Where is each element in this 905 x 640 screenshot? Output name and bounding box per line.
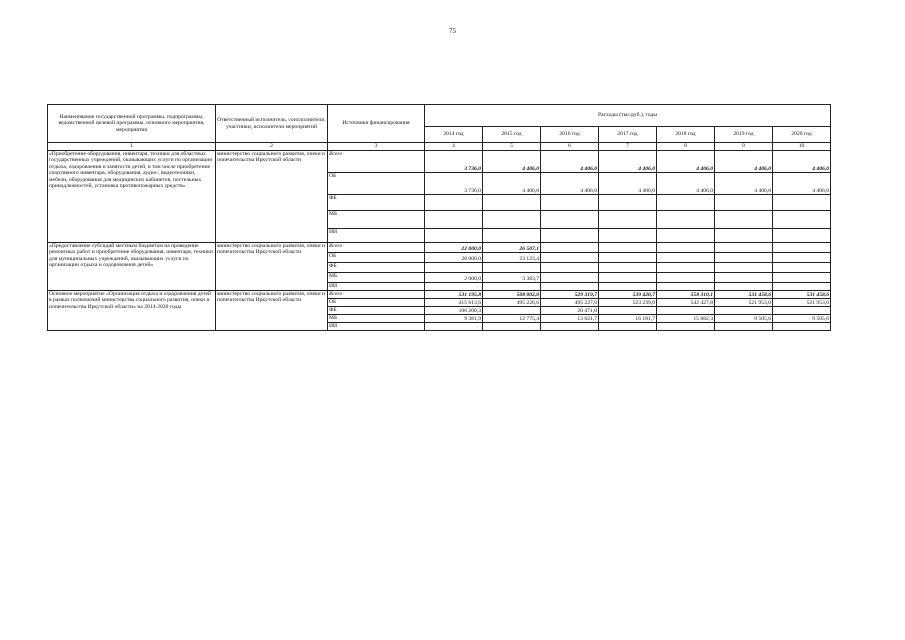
expense-value: 415 613,6 bbox=[425, 299, 483, 307]
activity-name: «Предоставление субсидий местным бюджетам на проведение ремонтных работ и приобретение оборудования, инвентаря, техники для муниципальных учреждений, оказывающих услуги по организации отдыха и оздоровления детей» bbox=[48, 243, 216, 291]
expense-value bbox=[541, 211, 599, 229]
budget-table bbox=[47, 104, 831, 331]
expense-value: 26 507,1 bbox=[483, 243, 541, 253]
expense-value: 495 227,0 bbox=[541, 299, 599, 307]
expense-value: 4 406,0 bbox=[541, 173, 599, 195]
header-year: 2015 год bbox=[483, 127, 541, 143]
funding-source: ИИ bbox=[328, 229, 425, 243]
page-number: 75 bbox=[449, 27, 456, 35]
expense-value bbox=[599, 229, 657, 243]
expense-value: 4 406,0 bbox=[657, 151, 715, 173]
executor-name: министерство социального развития, опеки и попечительства Иркутской области bbox=[216, 151, 328, 243]
expense-value: 22 000,0 bbox=[425, 243, 483, 253]
expense-value bbox=[657, 263, 715, 273]
expense-value: 542 427,8 bbox=[657, 299, 715, 307]
funding-source: Всего bbox=[328, 243, 425, 253]
expense-value: 4 406,0 bbox=[773, 151, 831, 173]
expense-value bbox=[599, 243, 657, 253]
expense-value bbox=[715, 195, 773, 211]
expense-value bbox=[483, 307, 541, 315]
column-index: 4 bbox=[425, 143, 483, 151]
funding-source: ОБ bbox=[328, 253, 425, 263]
funding-source: ФБ bbox=[328, 263, 425, 273]
column-index: 2 bbox=[216, 143, 328, 151]
expense-value: 9 505,6 bbox=[773, 315, 831, 323]
expense-value bbox=[483, 283, 541, 291]
expense-value: 4 406,0 bbox=[599, 173, 657, 195]
table-row bbox=[48, 151, 831, 173]
expense-value: 523 239,0 bbox=[599, 299, 657, 307]
expense-value: 4 406,0 bbox=[599, 151, 657, 173]
expense-value bbox=[715, 323, 773, 331]
expense-value bbox=[541, 253, 599, 263]
expense-value bbox=[657, 283, 715, 291]
expense-value bbox=[773, 273, 831, 283]
expense-value: 4 406,0 bbox=[483, 151, 541, 173]
expense-value bbox=[541, 283, 599, 291]
expense-value: 3 736,0 bbox=[425, 151, 483, 173]
expense-value bbox=[773, 253, 831, 263]
expense-value: 3 383,7 bbox=[483, 273, 541, 283]
funding-source: МБ bbox=[328, 211, 425, 229]
expense-value: 521 953,0 bbox=[773, 299, 831, 307]
header-executor: Ответственный исполнитель, соисполнители, участники, исполнители мероприятий bbox=[216, 105, 328, 143]
expense-value bbox=[483, 229, 541, 243]
funding-source: ФБ bbox=[328, 307, 425, 315]
header-year: 2020 год bbox=[773, 127, 831, 143]
column-index: 7 bbox=[599, 143, 657, 151]
expense-value: 531 458,6 bbox=[773, 291, 831, 299]
expense-value: 13 621,7 bbox=[541, 315, 599, 323]
column-index: 9 bbox=[715, 143, 773, 151]
expense-value bbox=[657, 195, 715, 211]
expense-value bbox=[541, 273, 599, 283]
funding-source: ОБ bbox=[328, 299, 425, 307]
expense-value bbox=[483, 323, 541, 331]
expense-value bbox=[657, 211, 715, 229]
expense-value bbox=[425, 263, 483, 273]
funding-source: МБ bbox=[328, 315, 425, 323]
expense-value bbox=[599, 273, 657, 283]
expense-value: 4 406,0 bbox=[483, 173, 541, 195]
executor-name: министерство социального развития, опеки и попечительства Иркутской области bbox=[216, 243, 328, 291]
expense-value bbox=[715, 307, 773, 315]
expense-value: 539 420,7 bbox=[599, 291, 657, 299]
expense-value bbox=[657, 273, 715, 283]
expense-value bbox=[715, 283, 773, 291]
expense-value: 508 002,0 bbox=[483, 291, 541, 299]
expense-value bbox=[715, 253, 773, 263]
expense-value bbox=[773, 211, 831, 229]
table-row bbox=[48, 243, 831, 253]
expense-value bbox=[599, 307, 657, 315]
table-row bbox=[48, 291, 831, 299]
expense-value bbox=[773, 263, 831, 273]
header-name: Наименование государственной программы, подпрограммы, ведомственной целевой программы, основного мероприятия, мероприятия bbox=[48, 105, 216, 143]
expense-value bbox=[773, 283, 831, 291]
expense-value: 16 181,7 bbox=[599, 315, 657, 323]
expense-value bbox=[425, 283, 483, 291]
column-index: 5 bbox=[483, 143, 541, 151]
expense-value: 521 953,0 bbox=[715, 299, 773, 307]
header-year: 2016 год bbox=[541, 127, 599, 143]
expense-value: 15 882,3 bbox=[657, 315, 715, 323]
funding-source: ФБ bbox=[328, 195, 425, 211]
header-source: Источники финансирования bbox=[328, 105, 425, 143]
expense-value: 4 406,0 bbox=[773, 173, 831, 195]
expense-value: 20 000,0 bbox=[425, 253, 483, 263]
column-index: 6 bbox=[541, 143, 599, 151]
expense-value bbox=[657, 323, 715, 331]
expense-value bbox=[425, 211, 483, 229]
expense-value: 12 775,4 bbox=[483, 315, 541, 323]
expense-value: 2 000,0 bbox=[425, 273, 483, 283]
expense-value bbox=[599, 283, 657, 291]
expense-value bbox=[599, 211, 657, 229]
expense-value bbox=[483, 211, 541, 229]
expense-value bbox=[599, 195, 657, 211]
expense-value bbox=[773, 195, 831, 211]
executor-name: министерство социального развития, опеки и попечительства Иркутской области bbox=[216, 291, 328, 331]
expense-value: 558 310,1 bbox=[657, 291, 715, 299]
column-index: 10 bbox=[773, 143, 831, 151]
header-year: 2014 год bbox=[425, 127, 483, 143]
expense-value bbox=[773, 243, 831, 253]
expense-value: 531 458,6 bbox=[715, 291, 773, 299]
expense-value bbox=[541, 263, 599, 273]
expense-value bbox=[599, 253, 657, 263]
expense-value: 495 226,6 bbox=[483, 299, 541, 307]
funding-source: ИИ bbox=[328, 283, 425, 291]
expense-value bbox=[773, 323, 831, 331]
expense-value: 4 406,0 bbox=[541, 151, 599, 173]
expense-value: 4 406,0 bbox=[715, 173, 773, 195]
expense-value bbox=[483, 195, 541, 211]
expense-value bbox=[657, 229, 715, 243]
expense-value bbox=[657, 253, 715, 263]
expense-value bbox=[425, 195, 483, 211]
column-index: 3 bbox=[328, 143, 425, 151]
expense-value bbox=[715, 243, 773, 253]
activity-name: Основное мероприятие «Организация отдыха и оздоровления детей в рамках полномочий министерства социального развития, опеки и попечительства Иркутской области» на 2014-2020 годы bbox=[48, 291, 216, 331]
expense-value: 106 200,3 bbox=[425, 307, 483, 315]
expense-value: 23 123,4 bbox=[483, 253, 541, 263]
expense-value bbox=[773, 229, 831, 243]
funding-source: ИИ bbox=[328, 323, 425, 331]
expense-value: 529 319,7 bbox=[541, 291, 599, 299]
header-year: 2018 год bbox=[657, 127, 715, 143]
expense-value bbox=[715, 229, 773, 243]
expense-value bbox=[657, 307, 715, 315]
expense-value bbox=[715, 263, 773, 273]
expense-value: 4 406,0 bbox=[657, 173, 715, 195]
expense-value bbox=[541, 229, 599, 243]
expense-value: 20 471,0 bbox=[541, 307, 599, 315]
expense-value bbox=[773, 307, 831, 315]
funding-source: Всего bbox=[328, 291, 425, 299]
expense-value bbox=[657, 243, 715, 253]
expense-value bbox=[483, 263, 541, 273]
column-index: 8 bbox=[657, 143, 715, 151]
expense-value: 9 381,9 bbox=[425, 315, 483, 323]
funding-source: МБ bbox=[328, 273, 425, 283]
expense-value bbox=[599, 323, 657, 331]
expense-value bbox=[425, 323, 483, 331]
expense-value bbox=[599, 263, 657, 273]
expense-value: 9 505,6 bbox=[715, 315, 773, 323]
expense-value bbox=[715, 211, 773, 229]
expense-value bbox=[541, 323, 599, 331]
expense-value bbox=[541, 243, 599, 253]
column-index: 1 bbox=[48, 143, 216, 151]
expense-value bbox=[541, 195, 599, 211]
header-expenses: Расходы (тыс.руб.), годы bbox=[425, 105, 831, 127]
header-year: 2019 год bbox=[715, 127, 773, 143]
activity-name: «Приобретение оборудования, инвентаря, техники для областных государственных учреждений, оказывающих услуги по организации отдыха, оздоровления и занятости детей, в том числе приобретение спортивного инвентаря, оборудования, аудио-, видеотехники, мебели, оборудования для медицинских кабинетов, постельных принадлежностей, установка противопожарных средств» bbox=[48, 151, 216, 243]
expense-value: 3 736,0 bbox=[425, 173, 483, 195]
funding-source: Всего bbox=[328, 151, 425, 173]
expense-value: 531 195,8 bbox=[425, 291, 483, 299]
expense-value: 4 406,0 bbox=[715, 151, 773, 173]
expense-value bbox=[425, 229, 483, 243]
funding-source: ОБ bbox=[328, 173, 425, 195]
expense-value bbox=[715, 273, 773, 283]
header-year: 2017 год bbox=[599, 127, 657, 143]
